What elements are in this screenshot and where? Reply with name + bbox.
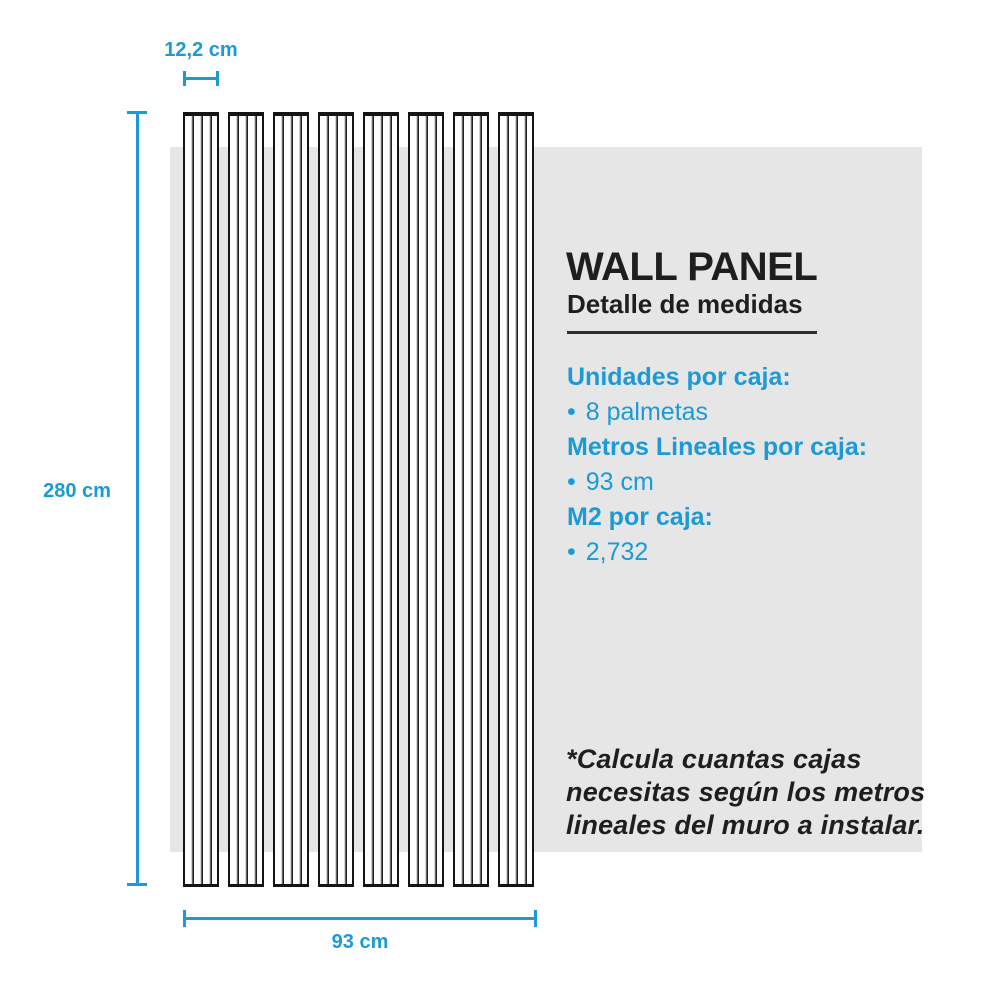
box-width-dimension-label: 93 cm <box>331 931 389 953</box>
panel-slat <box>408 112 444 887</box>
dimension-line-bar <box>183 77 219 80</box>
footnote-line: necesitas según los metros <box>566 777 926 807</box>
panel-slat <box>498 112 534 887</box>
footnote-line: *Calcula cuantas cajas <box>566 744 862 774</box>
dimension-line-bar <box>136 111 139 886</box>
dimension-tick <box>127 111 147 114</box>
spec-value-text: 2,732 <box>585 538 649 566</box>
dimension-tick <box>127 883 147 886</box>
panel-slat <box>453 112 489 887</box>
dimension-tick <box>183 910 186 927</box>
spec-value-text: 8 palmetas <box>585 398 709 426</box>
bullet-icon: • <box>567 398 576 426</box>
spec-label: M2 por caja: <box>567 503 713 531</box>
spec-label: Metros Lineales por caja: <box>567 433 868 461</box>
panel-width-dimension-line <box>183 71 219 86</box>
divider-rule <box>567 331 817 334</box>
spec-value <box>567 395 927 430</box>
panel-slat <box>183 112 219 887</box>
page-title: WALL PANEL <box>566 245 818 289</box>
box-width-dimension-line <box>183 910 537 927</box>
panel-slat <box>273 112 309 887</box>
spec-value <box>567 535 927 570</box>
dimension-tick <box>183 71 186 86</box>
dimension-tick <box>216 71 219 86</box>
specs-list <box>567 360 927 570</box>
footnote-line: lineales del muro a instalar. <box>566 810 925 840</box>
bullet-icon: • <box>567 468 576 496</box>
spec-label: Unidades por caja: <box>567 363 791 391</box>
bullet-icon: • <box>567 538 576 566</box>
dimension-tick <box>534 910 537 927</box>
spec-value <box>567 465 927 500</box>
footnote <box>566 743 946 842</box>
panel-width-dimension-label: 12,2 cm <box>164 39 238 61</box>
panel-height-dimension-line <box>127 111 147 886</box>
page-subtitle: Detalle de medidas <box>567 289 803 319</box>
panel-slat <box>318 112 354 887</box>
dimension-line-bar <box>183 917 537 920</box>
spec-value-text: 93 cm <box>585 468 654 496</box>
panel-slat <box>228 112 264 887</box>
panel-slat <box>363 112 399 887</box>
panel-height-dimension-label: 280 cm <box>43 480 111 502</box>
